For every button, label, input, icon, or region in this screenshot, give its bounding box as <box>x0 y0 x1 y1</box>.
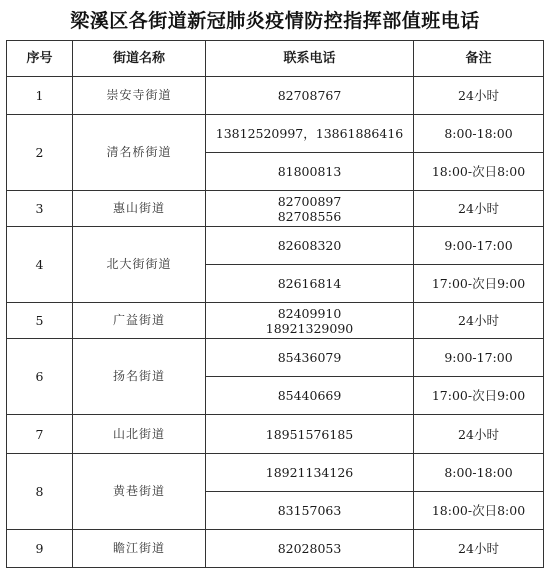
page-title: 梁溪区各街道新冠肺炎疫情防控指挥部值班电话 <box>70 10 480 32</box>
phone-number: 18921134126 <box>265 465 354 480</box>
phone-number: 82616814 <box>277 276 342 291</box>
street-name-cell: 扬名街道 <box>73 339 206 415</box>
street-name-cell: 瞻江街道 <box>73 530 206 568</box>
table-row <box>7 415 544 454</box>
note-cell: 24小时 <box>414 77 544 115</box>
street-name-cell: 北大街街道 <box>73 227 206 303</box>
phone-cell <box>206 339 414 377</box>
phone-cell <box>206 265 414 303</box>
note-cell: 9:00-17:00 <box>414 339 544 377</box>
seq-cell: 9 <box>7 530 73 568</box>
table-row <box>7 454 544 492</box>
phone-cell <box>206 153 414 191</box>
phone-number: 82708556 <box>277 208 342 224</box>
note-cell: 8:00-18:00 <box>414 115 544 153</box>
phone-number: 18951576185 <box>265 426 354 442</box>
note-cell: 18:00-次日8:00 <box>414 492 544 530</box>
table-row <box>7 303 544 339</box>
table-row <box>7 227 544 265</box>
phone-number: 82708767 <box>277 88 342 103</box>
table-row <box>7 77 544 115</box>
phone-number: 82700897 <box>277 193 342 209</box>
phone-cell <box>206 191 414 227</box>
table-row <box>7 115 544 153</box>
seq-cell: 1 <box>7 77 73 115</box>
header-street: 街道名称 <box>73 41 206 77</box>
phone-cell <box>206 454 414 492</box>
note-cell: 9:00-17:00 <box>414 227 544 265</box>
phone-cell <box>206 415 414 454</box>
table-row <box>7 530 544 568</box>
note-cell: 17:00-次日9:00 <box>414 265 544 303</box>
phone-cell <box>206 377 414 415</box>
phone-cell <box>206 77 414 115</box>
note-cell: 24小时 <box>414 415 544 454</box>
phone-number: 82608320 <box>277 238 342 253</box>
duty-phone-table <box>6 40 544 568</box>
street-name-cell: 清名桥街道 <box>73 115 206 191</box>
note-cell: 17:00-次日9:00 <box>414 377 544 415</box>
phone-number: 13812520997，13861886416 <box>215 126 404 141</box>
seq-cell: 4 <box>7 227 73 303</box>
table-header-row <box>7 41 544 77</box>
street-name-cell: 山北街道 <box>73 415 206 454</box>
seq-cell: 7 <box>7 415 73 454</box>
header-seq: 序号 <box>7 41 73 77</box>
seq-cell: 3 <box>7 191 73 227</box>
street-name-cell: 惠山街道 <box>73 191 206 227</box>
phone-number: 18921329090 <box>265 320 354 336</box>
header-phone: 联系电话 <box>206 41 414 77</box>
phone-number: 82409910 <box>277 305 342 321</box>
phone-number: 83157063 <box>277 503 342 518</box>
phone-cell <box>206 303 414 339</box>
table-row <box>7 339 544 377</box>
phone-number: 85436079 <box>277 350 342 365</box>
seq-cell: 2 <box>7 115 73 191</box>
table-row <box>7 191 544 227</box>
phone-cell <box>206 492 414 530</box>
street-name-cell: 黄巷街道 <box>73 454 206 530</box>
phone-number: 81800813 <box>277 164 342 179</box>
street-name-cell: 崇安寺街道 <box>73 77 206 115</box>
phone-cell <box>206 227 414 265</box>
phone-cell <box>206 530 414 568</box>
seq-cell: 5 <box>7 303 73 339</box>
seq-cell: 8 <box>7 454 73 530</box>
note-cell: 24小时 <box>414 191 544 227</box>
street-name-cell: 广益街道 <box>73 303 206 339</box>
header-note: 备注 <box>414 41 544 77</box>
phone-cell <box>206 115 414 153</box>
note-cell: 8:00-18:00 <box>414 454 544 492</box>
note-cell: 18:00-次日8:00 <box>414 153 544 191</box>
phone-number: 85440669 <box>277 388 342 403</box>
note-cell: 24小时 <box>414 303 544 339</box>
phone-number: 82028053 <box>277 541 342 556</box>
seq-cell: 6 <box>7 339 73 415</box>
note-cell: 24小时 <box>414 530 544 568</box>
